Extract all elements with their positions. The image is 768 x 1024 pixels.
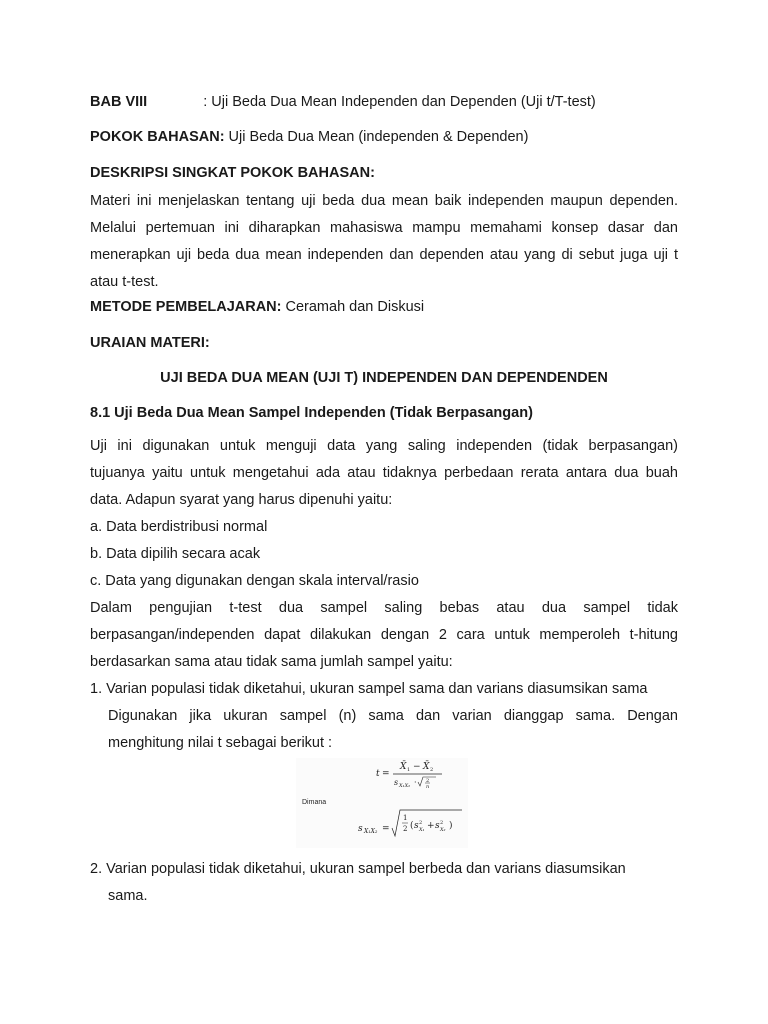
svg-text:n: n bbox=[426, 784, 430, 790]
svg-text:s: s bbox=[394, 778, 399, 787]
svg-text:·: · bbox=[414, 778, 417, 787]
pokok-label: POKOK BAHASAN: bbox=[90, 129, 225, 145]
item-2-continuation: sama. bbox=[108, 888, 148, 904]
dimana-label: Dimana bbox=[302, 799, 327, 806]
paragraph-line: tujuanya yaitu untuk mengetahui ada atau tidaknya perbedaan rerata antara dua buah bbox=[90, 465, 678, 481]
t-test-formula-image bbox=[296, 758, 468, 848]
svg-text:s: s bbox=[414, 821, 419, 831]
bab-heading bbox=[90, 94, 596, 110]
deskripsi-heading: DESKRIPSI SINGKAT POKOK BAHASAN: bbox=[90, 165, 375, 181]
item-2-title: 2. Varian populasi tidak diketahui, ukuran sampel berbeda dan varians diasumsikan bbox=[90, 861, 626, 877]
section-8-1-paragraph-1 bbox=[90, 433, 678, 514]
list-item: c. Data yang digunakan dengan skala interval/rasio bbox=[90, 573, 419, 589]
pokok-text: Uji Beda Dua Mean (independen & Dependen) bbox=[224, 129, 529, 145]
svg-text:2: 2 bbox=[426, 778, 430, 784]
svg-text:2: 2 bbox=[440, 820, 444, 826]
paragraph-line: Dalam pengujian t-test dua sampel saling bebas atau dua sampel tidak bbox=[90, 600, 678, 616]
svg-text:t: t bbox=[376, 769, 380, 779]
svg-text:=: = bbox=[382, 769, 390, 779]
paragraph-line: Digunakan jika ukuran sampel (n) sama dan varian dianggap sama. Dengan bbox=[108, 708, 678, 724]
bab-label: BAB VIII bbox=[90, 94, 148, 110]
deskripsi-line: atau t-test. bbox=[90, 274, 159, 290]
svg-text:X̄: X̄ bbox=[423, 762, 430, 772]
item-1-body bbox=[108, 703, 678, 757]
svg-text:X̄: X̄ bbox=[400, 762, 407, 772]
deskripsi-line: Materi ini menjelaskan tentang uji beda dua mean baik independen maupun dependen. bbox=[90, 193, 678, 209]
bab-title: : Uji Beda Dua Mean Independen dan Dependen (Uji t/T-test) bbox=[203, 94, 596, 110]
svg-text:−: − bbox=[413, 762, 421, 772]
uraian-title: UJI BEDA DUA MEAN (UJI T) INDEPENDEN DAN DEPENDENDEN bbox=[160, 370, 608, 386]
deskripsi-line: menerapkan uji beda dua mean independen dan dependen atau yang di sebut juga uji t bbox=[90, 247, 678, 263]
svg-text:+: + bbox=[427, 821, 435, 831]
paragraph-line: menghitung nilai t sebagai berikut : bbox=[108, 735, 333, 751]
list-item: b. Data dipilih secara acak bbox=[90, 546, 261, 562]
paragraph-line: data. Adapun syarat yang harus dipenuhi yaitu: bbox=[90, 492, 393, 508]
uraian-heading: URAIAN MATERI: bbox=[90, 335, 210, 351]
svg-text:2: 2 bbox=[403, 825, 408, 833]
svg-text:X₂: X₂ bbox=[440, 827, 446, 833]
metode-text: Ceramah dan Diskusi bbox=[281, 299, 425, 315]
pokok-bahasan bbox=[90, 129, 528, 145]
list-item: a. Data berdistribusi normal bbox=[90, 519, 268, 535]
svg-text:2: 2 bbox=[419, 820, 423, 826]
metode-pembelajaran bbox=[90, 299, 424, 315]
svg-text:X₁X₂: X₁X₂ bbox=[364, 828, 378, 835]
paragraph-line: Uji ini digunakan untuk menguji data yang saling independen (tidak berpasangan) bbox=[90, 438, 678, 454]
svg-text:1: 1 bbox=[407, 767, 411, 773]
section-8-1-heading: 8.1 Uji Beda Dua Mean Sampel Independen (Tidak Berpasangan) bbox=[90, 405, 533, 421]
paragraph-line: berdasarkan sama atau tidak sama jumlah sampel yaitu: bbox=[90, 654, 453, 670]
svg-text:2: 2 bbox=[430, 767, 434, 773]
paragraph-line: berpasangan/independen dapat dilakukan dengan 2 cara untuk memperoleh t-hitung bbox=[90, 627, 678, 643]
deskripsi-paragraph bbox=[90, 188, 678, 296]
svg-text:s: s bbox=[435, 821, 440, 831]
section-8-1-paragraph-2 bbox=[90, 595, 678, 676]
svg-text:X₁X₂: X₁X₂ bbox=[399, 783, 411, 789]
svg-text:=: = bbox=[382, 824, 390, 834]
svg-text:): ) bbox=[449, 821, 453, 831]
deskripsi-line: Melalui pertemuan ini diharapkan mahasiswa mampu memahami konsep dasar dan bbox=[90, 220, 678, 236]
svg-text:1: 1 bbox=[403, 814, 408, 822]
svg-text:s: s bbox=[358, 824, 363, 834]
svg-text:X₁: X₁ bbox=[419, 827, 425, 833]
item-1-title: 1. Varian populasi tidak diketahui, ukuran sampel sama dan varians diasumsikan sama bbox=[90, 681, 648, 697]
svg-text:(: ( bbox=[410, 821, 414, 831]
metode-label: METODE PEMBELAJARAN: bbox=[90, 299, 282, 315]
